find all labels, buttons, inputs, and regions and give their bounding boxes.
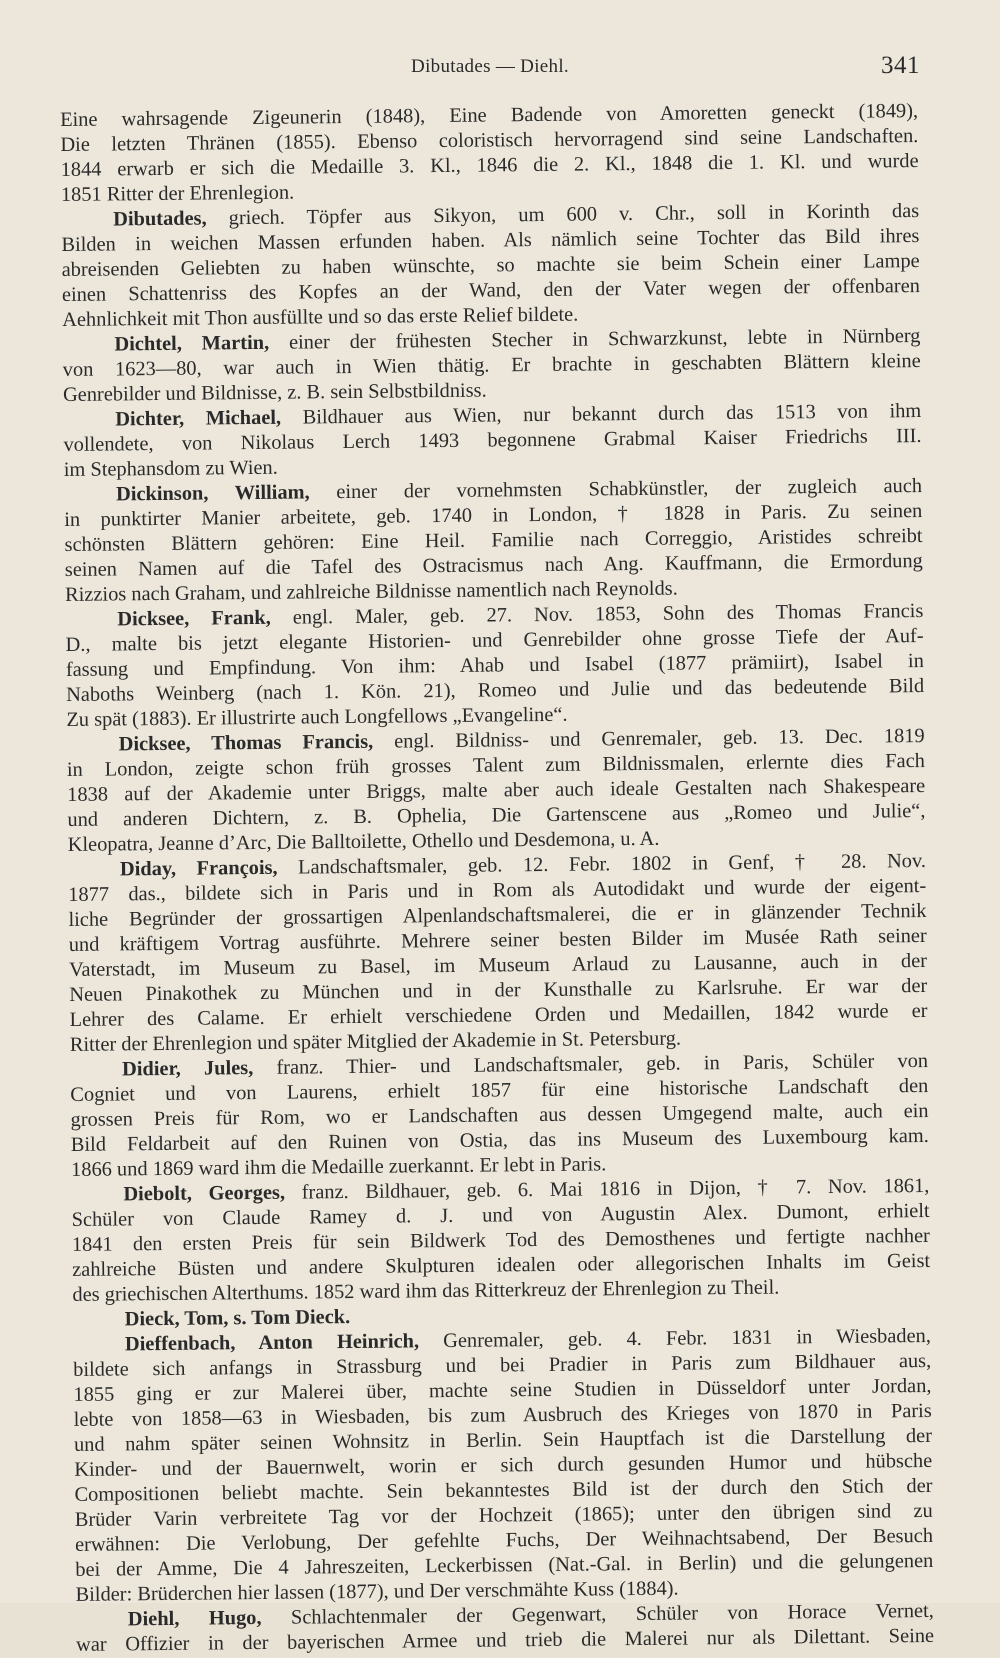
line-text: in punktirter Manier arbeitete, geb. 1740 in London, † 1828 in Paris. Zu seinen	[64, 500, 922, 531]
line-text: fassung und Empfindung. Von ihm: Ahab und Isabel (1877 prämiirt), Isabel in	[66, 650, 924, 681]
line-text: Vaterstadt, im Museum zu Basel, im Museum Arlaud zu Lausanne, auch in der	[69, 950, 927, 981]
line-text: war Offizier in der bayerischen Armee und trieb die Malerei nur als Dilettant. Seine	[76, 1625, 934, 1656]
line-text: Cogniet und von Laurens, erhielt 1857 für eine historische Landschaft den	[70, 1075, 928, 1106]
line-text: einen Schattenriss des Kopfes an der Wand, den der Vater wegen der offenbaren	[62, 275, 920, 306]
line-text: Compositionen beliebt machte. Sein bekanntestes Bild ist der durch den Stich der	[74, 1475, 932, 1506]
line-text: 1855 ging er zur Malerei über, machte seine Studien in Düsseldorf unter Jordan,	[73, 1375, 931, 1406]
line-text: Lehrer des Calame. Er erhielt verschiedene Orden und Medaillen, 1842 wurde er	[69, 1000, 927, 1031]
line-text: im Stephansdom zu Wien.	[64, 457, 278, 481]
entry-headword: Diehl, Hugo,	[128, 1607, 262, 1630]
page-number: 341	[881, 52, 920, 80]
line-text: Neuen Pinakothek zu München und in der Kunsthalle zu Karlsruhe. Er war der	[69, 975, 927, 1006]
line-text: in London, zeigte schon früh grosses Talent zum Bildnissmalen, erlernte dies Fach	[67, 750, 925, 781]
line-text: des griechischen Alterthums. 1852 ward ihm das Ritterkreuz der Ehrenlegion zu Theil.	[72, 1277, 779, 1306]
line-text: grossen Preis für Rom, wo er Landschaften aus dessen Umgegend malte, auch ein	[70, 1100, 928, 1131]
line-text: Landschaftsmaler, geb. 12. Febr. 1802 in Genf, † 28. Nov.	[277, 850, 926, 879]
line-text: erwähnen: Die Verlobung, Der gefehlte Fuchs, Der Weihnachtsabend, Der Besuch	[75, 1525, 933, 1556]
line-text: Bilder: Brüderchen hier lassen (1877), und Der verschmähte Kuss (1884).	[75, 1578, 678, 1606]
line-text: engl. Maler, geb. 27. Nov. 1853, Sohn des Thomas Francis	[271, 600, 924, 629]
line-text: bei der Amme, Die 4 Jahreszeiten, Leckerbissen (Nat.-Gal. in Berlin) und die gelungenen	[75, 1550, 933, 1581]
entry-headword: Dicksee, Thomas Francis,	[119, 731, 374, 756]
line-text: liche Begründer der grossartigen Alpenlandschaftsmalerei, die er in glänzender Technik	[68, 900, 926, 931]
entry-headword: Diebolt, Georges,	[123, 1182, 285, 1206]
line-text: Naboths Weinberg (nach 1. Kön. 21), Romeo und Julie und das bedeutende Bild	[66, 675, 924, 706]
line-text: franz. Bildhauer, geb. 6. Mai 1816 in Dijon, † 7. Nov. 1861,	[285, 1175, 930, 1204]
line-text: einer der frühesten Stecher in Schwarzkunst, lebte in Nürnberg	[269, 325, 921, 354]
line-text: Kleopatra, Jeanne d’Arc, Die Balltoilette, Othello und Desdemona, u. A.	[68, 828, 660, 856]
line-text: und kräftigem Vortrag ausführte. Mehrere seiner besten Bilder im Musée Rath seiner	[69, 925, 927, 956]
entry-headword: Dichter, Michael,	[115, 407, 281, 431]
entry-headword: Dieck, Tom, s. Tom Dieck.	[125, 1306, 351, 1330]
line-text: schönsten Blättern gehören: Eine Heil. Familie nach Correggio, Aristides schreibt	[64, 525, 922, 556]
entry-headword: Diday, François,	[120, 857, 278, 881]
line-text: und nahm später seinen Wohnsitz in Berlin. Sein Hauptfach ist die Darstellung der	[74, 1425, 932, 1456]
line-text: bildete sich anfangs in Strassburg und bei Pradier in Paris zum Bildhauer aus,	[73, 1350, 931, 1381]
line-text: Rizzios nach Graham, und zahlreiche Bildnisse namentlich nach Reynolds.	[65, 578, 678, 606]
line-text: 1841 den ersten Preis für sein Bildwerk Tod des Demosthenes und fertigte nachher	[72, 1225, 930, 1256]
line-text: 1866 und 1869 ward ihm die Medaille zuerkannt. Er lebt in Paris.	[71, 1153, 606, 1181]
line-text: Kinder- und der Bauernwelt, worin er sich durch gesunden Humor und hübsche	[74, 1450, 932, 1481]
entry-headword: Dibutades,	[113, 207, 207, 230]
line-text: zahlreiche Büsten und andere Skulpturen idealen oder allegorischen Inhalts im Geist	[72, 1250, 930, 1281]
entry-headword: Dicksee, Frank,	[117, 607, 271, 631]
line-text: lebte von 1858—63 in Wiesbaden, bis zum Ausbruch des Krieges von 1870 in Paris	[74, 1400, 932, 1431]
line-text: einer der vornehmsten Schabkünstler, der zugleich auch	[310, 475, 923, 503]
line-text: Eine wahrsagende Zigeunerin (1848), Eine Badende von Amoretten geneckt (1849),	[60, 100, 918, 131]
line-text: von 1623—80, war auch in Wien thätig. Er brachte in geschabten Blättern kleine	[63, 350, 921, 381]
line-text: Bilden in weichen Massen erfunden haben. Als nämlich seine Tochter das Bild ihres	[61, 225, 919, 256]
line-text: griech. Töpfer aus Sikyon, um 600 v. Chr., soll in Korinth das	[207, 200, 920, 229]
line-text: Schlachtenmaler der Gegenwart, Schüler von Horace Vernet,	[261, 1600, 933, 1629]
line-text: Schüler von Claude Ramey d. J. und von Augustin Alex. Dumont, erhielt	[72, 1200, 930, 1231]
line-text: 1844 erwarb er sich die Medaille 3. Kl., 1846 die 2. Kl., 1848 die 1. Kl. und wurde	[61, 150, 919, 181]
line-text: Genremaler, geb. 4. Febr. 1831 in Wiesbaden,	[419, 1325, 931, 1352]
entry-headword: Dickinson, William,	[116, 481, 310, 505]
line-text: D., malte bis jetzt elegante Historien- und Genrebilder ohne grosse Tiefe der Auf-	[66, 625, 924, 656]
line-text: Genrebilder und Bildnisse, z. B. sein Selbstbildniss.	[63, 380, 487, 406]
line-text: engl. Bildniss- und Genremaler, geb. 13. Dec. 1819	[373, 725, 925, 753]
line-text: vollendete, von Nikolaus Lerch 1493 begonnene Grabmal Kaiser Friedrichs III.	[63, 425, 921, 456]
line-text: Zu spät (1883). Er illustrirte auch Longfellows „Evangeline“.	[66, 704, 567, 731]
line-text: franz. Thier- und Landschaftsmaler, geb. in Paris, Schüler von	[253, 1050, 928, 1079]
line-text: 1851 Ritter der Ehrenlegion.	[61, 182, 295, 206]
entry-headword: Didier, Jules,	[122, 1057, 253, 1080]
line-text: Brüder Varin verbreitete Tag vor der Hochzeit (1865); unter den übrigen sind zu	[75, 1500, 933, 1531]
line-text: Bildhauer aus Wien, nur bekannt durch das 1513 von ihm	[281, 400, 921, 429]
entry-headword: Dieffenbach, Anton Heinrich,	[125, 1330, 419, 1355]
line-text: Die letzten Thränen (1855). Ebenso coloristisch hervorragend sind seine Landschaften.	[60, 125, 918, 156]
line-text: Ritter der Ehrenlegion und später Mitglied der Akademie in St. Petersburg.	[70, 1028, 681, 1056]
line-text: Bild Feldarbeit auf den Ruinen von Ostia, das ins Museum des Luxembourg kam.	[71, 1125, 929, 1156]
line-text: 1838 auf der Akademie unter Briggs, malte aber auch ideale Gestalten nach Shakespeare	[67, 775, 925, 806]
body-text	[60, 99, 934, 1658]
running-head: Dibutades — Diehl.	[60, 56, 920, 78]
line-text: und anderen Dichtern, z. B. Ophelia, Die Gartenscene aus „Romeo und Julie“,	[67, 800, 925, 831]
entry-headword: Dichtel, Martin,	[114, 332, 269, 356]
page-header	[60, 52, 920, 82]
line-text: seinen Namen auf die Tafel des Ostracismus nach Ang. Kauffmann, die Ermordung	[65, 550, 923, 581]
line-text: Aehnlichkeit mit Thon ausfüllte und so das erste Relief bildete.	[62, 304, 578, 331]
line-text: abreisenden Geliebten zu haben wünschte, so machte sie beim Schein einer Lampe	[62, 250, 920, 281]
line-text: 1877 das., bildete sich in Paris und in Rom als Autodidakt und wurde der eigent-	[68, 875, 926, 906]
